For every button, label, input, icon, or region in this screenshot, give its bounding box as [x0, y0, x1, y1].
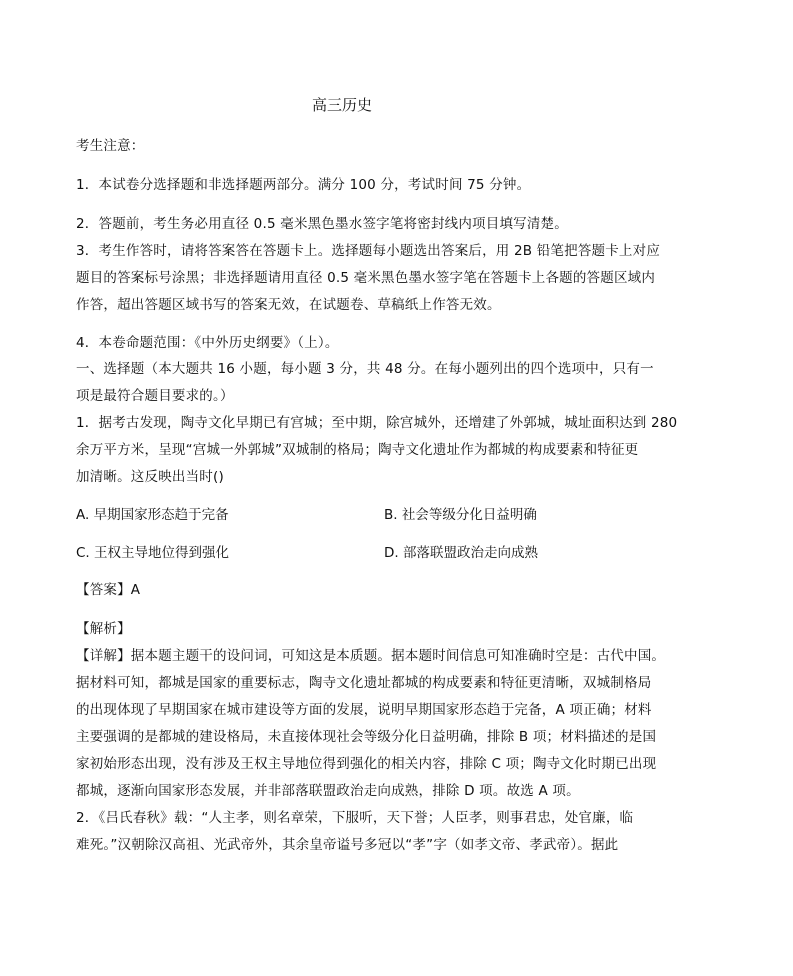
notice-line: 题目的答案标号涂黑；非选择题请用直径 0.5 毫米黑色墨水签字笔在答题卡上各题的答题区域内 [76, 270, 656, 286]
notice-line: 3．考生作答时，请将答案答在答题卡上。选择题每小题选出答案后，用 2B 铅笔把答题卡上对应 [76, 243, 661, 259]
notice-line: 4．本卷命题范围：《中外历史纲要》（上）。 [76, 335, 339, 351]
question-stem-line: 1．据考古发现，陶寺文化早期已有宫城；至中期，除宫城外，还增建了外郭城，城址面积达到 280 [76, 415, 678, 431]
analysis-line: 的出现体现了早期国家在城市建设等方面的发展，说明早期国家形态趋于完备，A 项正确；材料 [76, 702, 652, 718]
notice-line: 1．本试卷分选择题和非选择题两部分。满分 100 分，考试时间 75 分钟。 [76, 177, 531, 193]
analysis-line: 家初始形态出现，没有涉及王权主导地位得到强化的相关内容，排除 C 项；陶寺文化时期已出现 [76, 756, 657, 772]
notice-line: 2．答题前，考生务必用直径 0.5 毫米黑色墨水签字笔将密封线内项目填写清楚。 [76, 216, 568, 232]
question-stem-line: 加清晰。这反映出当时() [76, 469, 224, 485]
question-stem-line: 难死。”汉朝除汉高祖、光武帝外，其余皇帝谥号多冠以“孝”字（如孝文帝、孝武帝）。据此 [76, 837, 619, 853]
notice-line: 作答，超出答题区域书写的答案无效，在试题卷、草稿纸上作答无效。 [76, 297, 501, 313]
analysis-line: 据材料可知，都城是国家的重要标志，陶寺文化遗址都城的构成要素和特征更清晰，双城制格局 [76, 675, 652, 691]
analysis-heading: 【解析】 [76, 621, 131, 637]
option-d: D. 部落联盟政治走向成熟 [384, 545, 538, 561]
section-heading-line: 一、选择题（本大题共 16 小题，每小题 3 分，共 48 分。在每小题列出的四个选项中，只有一 [76, 361, 654, 377]
question-stem-line: 余万平方米，呈现“宫城一外郭城”双城制的格局；陶寺文化遗址作为都城的构成要素和特征更 [76, 442, 639, 458]
analysis-line: 主要强调的是都城的建设格局，未直接体现社会等级分化日益明确，排除 B 项；材料描述的是国 [76, 729, 657, 745]
analysis-line: 都城，逐渐向国家形态发展，并非部落联盟政治走向成熟，排除 D 项。故选 A 项。 [76, 783, 580, 799]
page-title: 高三历史 [312, 96, 373, 114]
option-c: C. 王权主导地位得到强化 [76, 545, 230, 561]
question-stem-line: 2．《吕氏春秋》载：“人主孝，则名章荣，下服听，天下誉；人臣孝，则事君忠，处官廉，临 [76, 810, 634, 826]
option-b: B. 社会等级分化日益明确 [384, 507, 537, 523]
analysis-line: 【详解】据本题主题干的设问词，可知这是本质题。据本题时间信息可知准确时空是：古代中国。 [76, 648, 666, 664]
section-heading-line: 项是最符合题目要求的。） [76, 388, 234, 404]
option-a: A. 早期国家形态趋于完备 [76, 507, 229, 523]
answer-line: 【答案】A [76, 582, 141, 598]
notice-heading: 考生注意： [76, 138, 145, 154]
